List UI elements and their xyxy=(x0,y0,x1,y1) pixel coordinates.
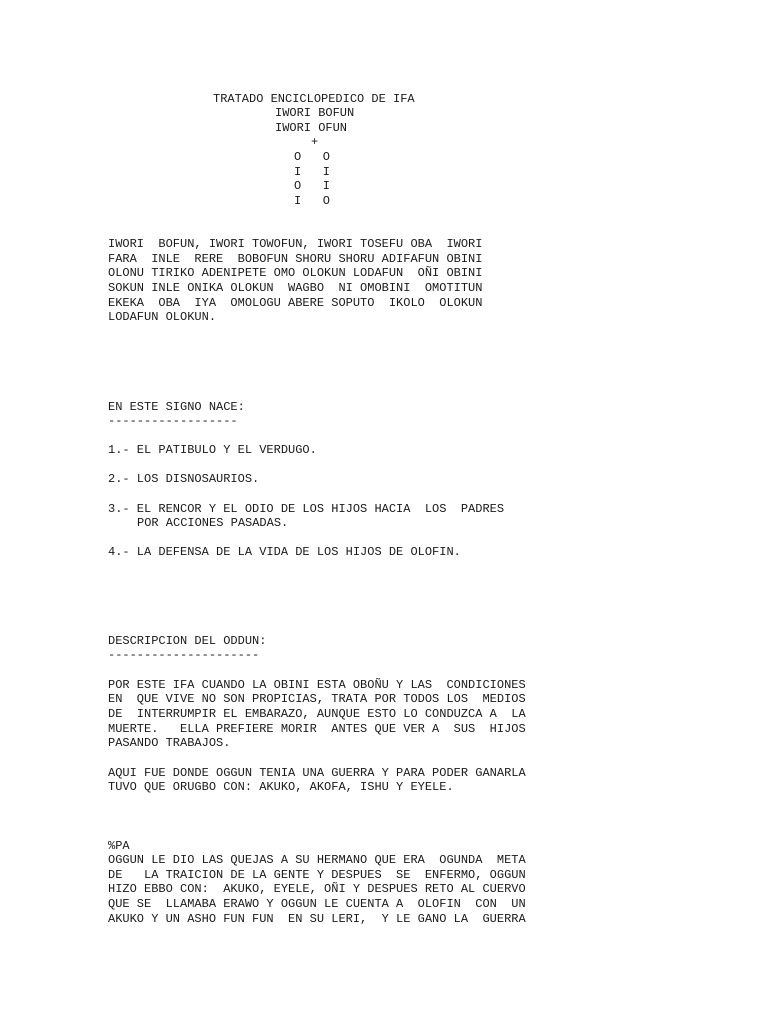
sign-name-primary: IWORI BOFUN xyxy=(275,106,355,120)
list-item: 3.- EL RENCOR Y EL ODIO DE LOS HIJOS HACIA LOS PADRES xyxy=(108,502,505,516)
paragraph-line: OGGUN LE DIO LAS QUEJAS A SU HERMANO QUE ERA OGUNDA META xyxy=(108,853,526,867)
paragraph-line: AQUI FUE DONDE OGGUN TENIA UNA GUERRA Y PARA PODER GANARLA xyxy=(108,766,526,780)
intro-line: OLONU TIRIKO ADENIPETE OMO OLOKUN LODAFUN OÑI OBINI xyxy=(108,266,483,280)
list-item-continuation: POR ACCIONES PASADAS. xyxy=(137,516,289,530)
paragraph-line: TUVO QUE ORUGBO CON: AKUKO, AKOFA, ISHU Y EYELE. xyxy=(108,780,454,794)
intro-line: EKEKA OBA IYA OMOLOGU ABERE SOPUTO IKOLO OLOKUN xyxy=(108,296,483,310)
intro-line: IWORI BOFUN, IWORI TOWOFUN, IWORI TOSEFU OBA IWORI xyxy=(108,237,483,251)
paragraph-line: MUERTE. ELLA PREFIERE MORIR ANTES QUE VER A SUS HIJOS xyxy=(108,722,526,736)
list-item: 4.- LA DEFENSA DE LA VIDA DE LOS HIJOS DE OLOFIN. xyxy=(108,545,461,559)
paragraph-line: QUE SE LLAMABA ERAWO Y OGGUN LE CUENTA A OLOFIN CON UN xyxy=(108,897,526,911)
intro-line: LODAFUN OLOKUN. xyxy=(108,310,217,324)
paragraph-line: PASANDO TRABAJOS. xyxy=(108,736,231,750)
paragraph-line: DE LA TRAICION DE LA GENTE Y DESPUES SE ENFERMO, OGGUN xyxy=(108,868,526,882)
list-item: 2.- LOS DISNOSAURIOS. xyxy=(108,472,260,486)
pa-marker: %PA xyxy=(108,839,130,853)
plus-symbol: + xyxy=(311,135,319,149)
paragraph-line: POR ESTE IFA CUANDO LA OBINI ESTA OBOÑU Y LAS CONDICIONES xyxy=(108,678,526,692)
list-item: 1.- EL PATIBULO Y EL VERDUGO. xyxy=(108,443,317,457)
section-heading-nace: EN ESTE SIGNO NACE: xyxy=(108,400,245,414)
intro-line: FARA INLE RERE BOBOFUN SHORU SHORU ADIFAFUN OBINI xyxy=(108,252,483,266)
paragraph-line: HIZO EBBO CON: AKUKO, EYELE, OÑI Y DESPUES RETO AL CUERVO xyxy=(108,882,526,896)
odu-mark-row: O I xyxy=(294,179,331,193)
odu-mark-row: O O xyxy=(294,150,331,164)
odu-mark-row: I O xyxy=(294,194,331,208)
section-heading-descripcion: DESCRIPCION DEL ODDUN: xyxy=(108,634,267,648)
section-underline: --------------------- xyxy=(108,648,260,662)
paragraph-line: DE INTERRUMPIR EL EMBARAZO, AUNQUE ESTO LO CONDUZCA A LA xyxy=(108,707,526,721)
paragraph-line: EN QUE VIVE NO SON PROPICIAS, TRATA POR TODOS LOS MEDIOS xyxy=(108,692,526,706)
intro-line: SOKUN INLE ONIKA OLOKUN WAGBO NI OMOBINI OMOTITUN xyxy=(108,281,483,295)
document-title: TRATADO ENCICLOPEDICO DE IFA xyxy=(213,92,415,106)
section-underline: ------------------ xyxy=(108,414,238,428)
sign-name-secondary: IWORI OFUN xyxy=(275,121,348,135)
paragraph-line: AKUKO Y UN ASHO FUN FUN EN SU LERI, Y LE GANO LA GUERRA xyxy=(108,912,526,926)
odu-mark-row: I I xyxy=(294,165,331,179)
